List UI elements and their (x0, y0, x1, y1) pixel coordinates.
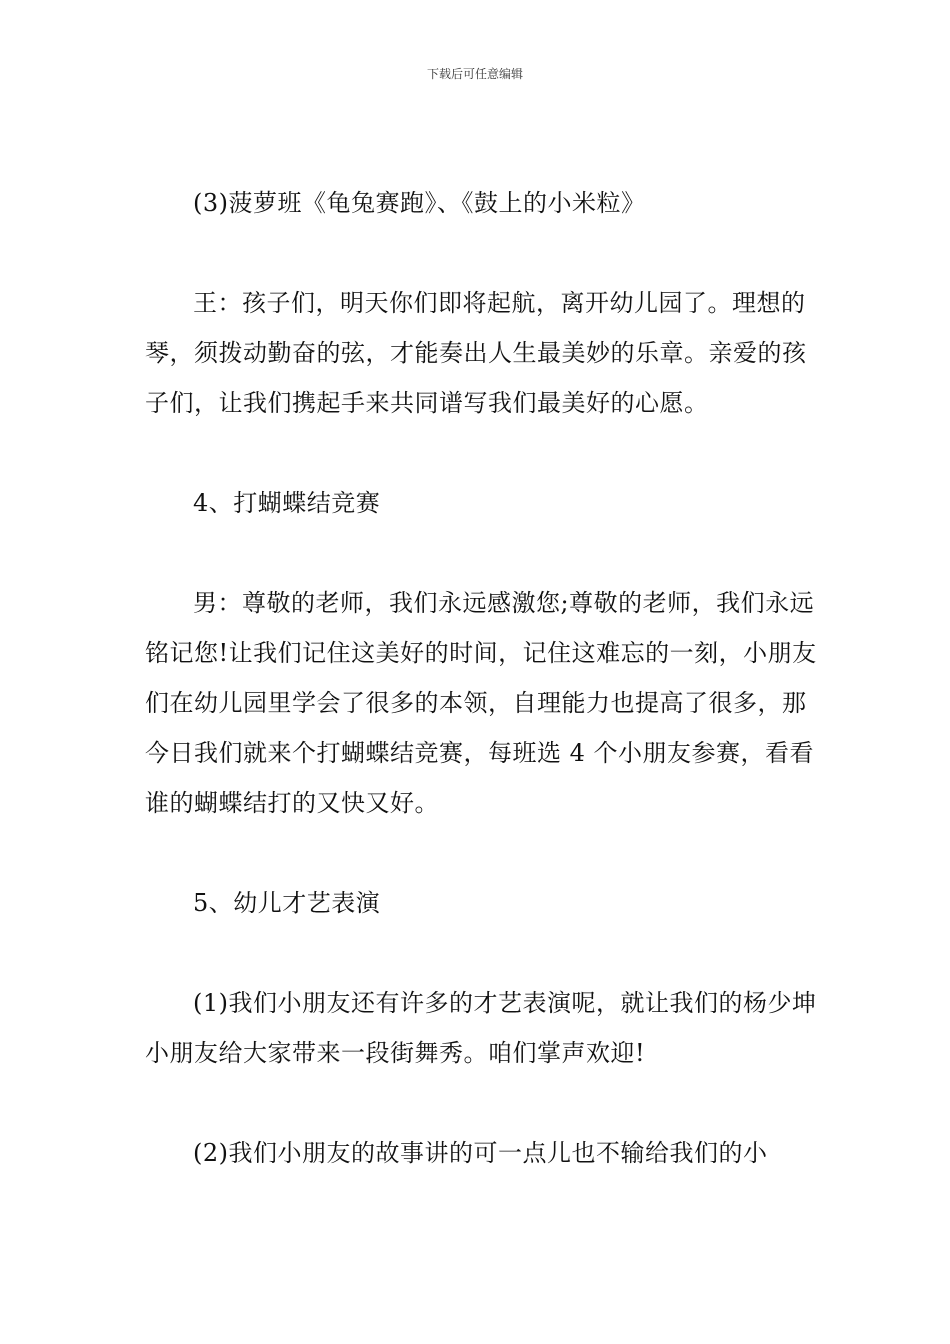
section-heading-bow-tie-contest: 4、打蝴蝶结竞赛 (193, 489, 381, 517)
section-heading-talent-show: 5、幼儿才艺表演 (193, 889, 381, 917)
talent-item-1: (1)我们小朋友还有许多的才艺表演呢，就让我们的杨少坤小朋友给大家带来一段街舞秀。咱们掌声欢迎! (145, 989, 817, 1067)
program-item-pineapple-class: (3)菠萝班《龟兔赛跑》、《鼓上的小米粒》 (193, 189, 646, 217)
host-speech-male: 男：尊敬的老师，我们永远感激您;尊敬的老师，我们永远铭记您!让我们记住这美好的时间，记住这难忘的一刻，小朋友们在幼儿园里学会了很多的本领，自理能力也提高了很多，那今日我们就来个打蝴蝶结竞赛，每班选 4 个小朋友参赛，看看谁的蝴蝶结打的又快又好。 (145, 589, 817, 817)
page-header: 下载后可任意编辑 (426, 67, 523, 81)
host-speech-wang: 王：孩子们，明天你们即将起航，离开幼儿园了。理想的琴，须拨动勤奋的弦，才能奏出人生最美妙的乐章。亲爱的孩子们，让我们携起手来共同谱写我们最美好的心愿。 (145, 289, 807, 417)
talent-item-2: (2)我们小朋友的故事讲的可一点儿也不输给我们的小 (193, 1139, 768, 1167)
document-body (145, 178, 817, 1178)
